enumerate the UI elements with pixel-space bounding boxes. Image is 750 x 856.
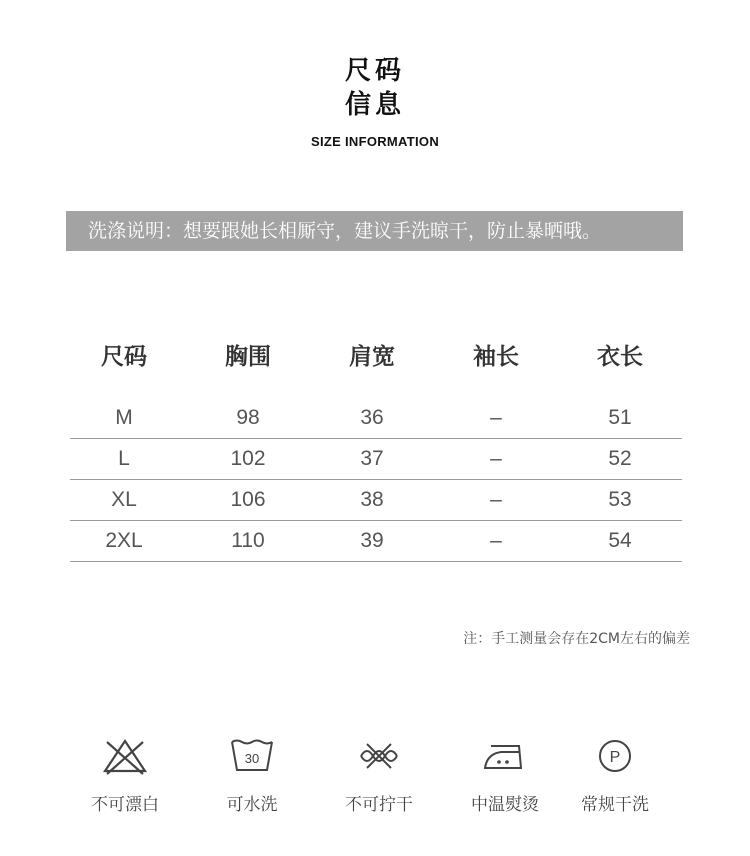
size-table-body	[70, 398, 682, 562]
cell-length: 52	[608, 447, 632, 470]
table-row	[70, 439, 682, 480]
care-label: 中温熨烫	[471, 795, 539, 815]
page-subtitle: SIZE INFORMATION	[310, 134, 440, 149]
header-length: 衣长	[597, 343, 643, 370]
cell-size: M	[115, 406, 133, 429]
table-row	[70, 480, 682, 521]
no-wring-icon	[355, 736, 403, 776]
cell-chest: 102	[230, 447, 266, 470]
cell-sleeve: –	[490, 406, 502, 429]
care-instructions	[70, 736, 690, 826]
iron-medium-icon	[481, 736, 529, 776]
cell-chest: 98	[236, 406, 260, 429]
header-shoulder: 肩宽	[349, 343, 395, 370]
care-item-machine-wash	[197, 736, 307, 826]
cell-sleeve: –	[490, 529, 502, 552]
cell-length: 53	[608, 488, 632, 511]
header-chest: 胸围	[225, 343, 271, 370]
cell-shoulder: 39	[360, 529, 384, 552]
care-item-iron-medium	[450, 736, 560, 826]
care-label: 不可拧干	[345, 795, 413, 815]
cell-sleeve: –	[490, 488, 502, 511]
table-row	[70, 398, 682, 439]
table-row	[70, 521, 682, 562]
cell-length: 51	[608, 406, 632, 429]
page-title-line-1: 尺码	[344, 56, 405, 86]
care-label: 可水洗	[226, 795, 278, 815]
care-item-no-wring	[324, 736, 434, 826]
svg-text:30: 30	[244, 751, 260, 766]
dry-clean-p-icon	[591, 736, 639, 776]
size-table	[70, 330, 682, 552]
care-item-no-bleach	[70, 736, 180, 826]
care-label: 常规干洗	[581, 795, 649, 815]
cell-chest: 110	[231, 529, 265, 552]
cell-size: L	[118, 447, 130, 470]
cell-size: 2XL	[105, 529, 143, 552]
cell-shoulder: 37	[360, 447, 384, 470]
svg-text:P: P	[609, 749, 621, 766]
washing-notice-bar: 洗涤说明：想要跟她长相厮守，建议手洗晾干，防止暴晒哦。	[66, 211, 683, 251]
care-item-dry-clean	[560, 736, 670, 826]
size-table-header	[62, 330, 682, 378]
no-bleach-icon	[101, 736, 149, 776]
cell-shoulder: 36	[360, 406, 384, 429]
measurement-note: 注：手工测量会存在2CM左右的偏差	[463, 631, 690, 647]
cell-size: XL	[111, 488, 137, 511]
cell-shoulder: 38	[360, 488, 384, 511]
care-label: 不可漂白	[91, 795, 159, 815]
header-size: 尺码	[101, 343, 147, 370]
wash-30-icon	[228, 736, 276, 776]
cell-length: 54	[608, 529, 632, 552]
page-title-line-2: 信息	[344, 90, 405, 120]
header-sleeve: 袖长	[473, 343, 519, 370]
cell-chest: 106	[230, 488, 266, 511]
cell-sleeve: –	[490, 447, 502, 470]
